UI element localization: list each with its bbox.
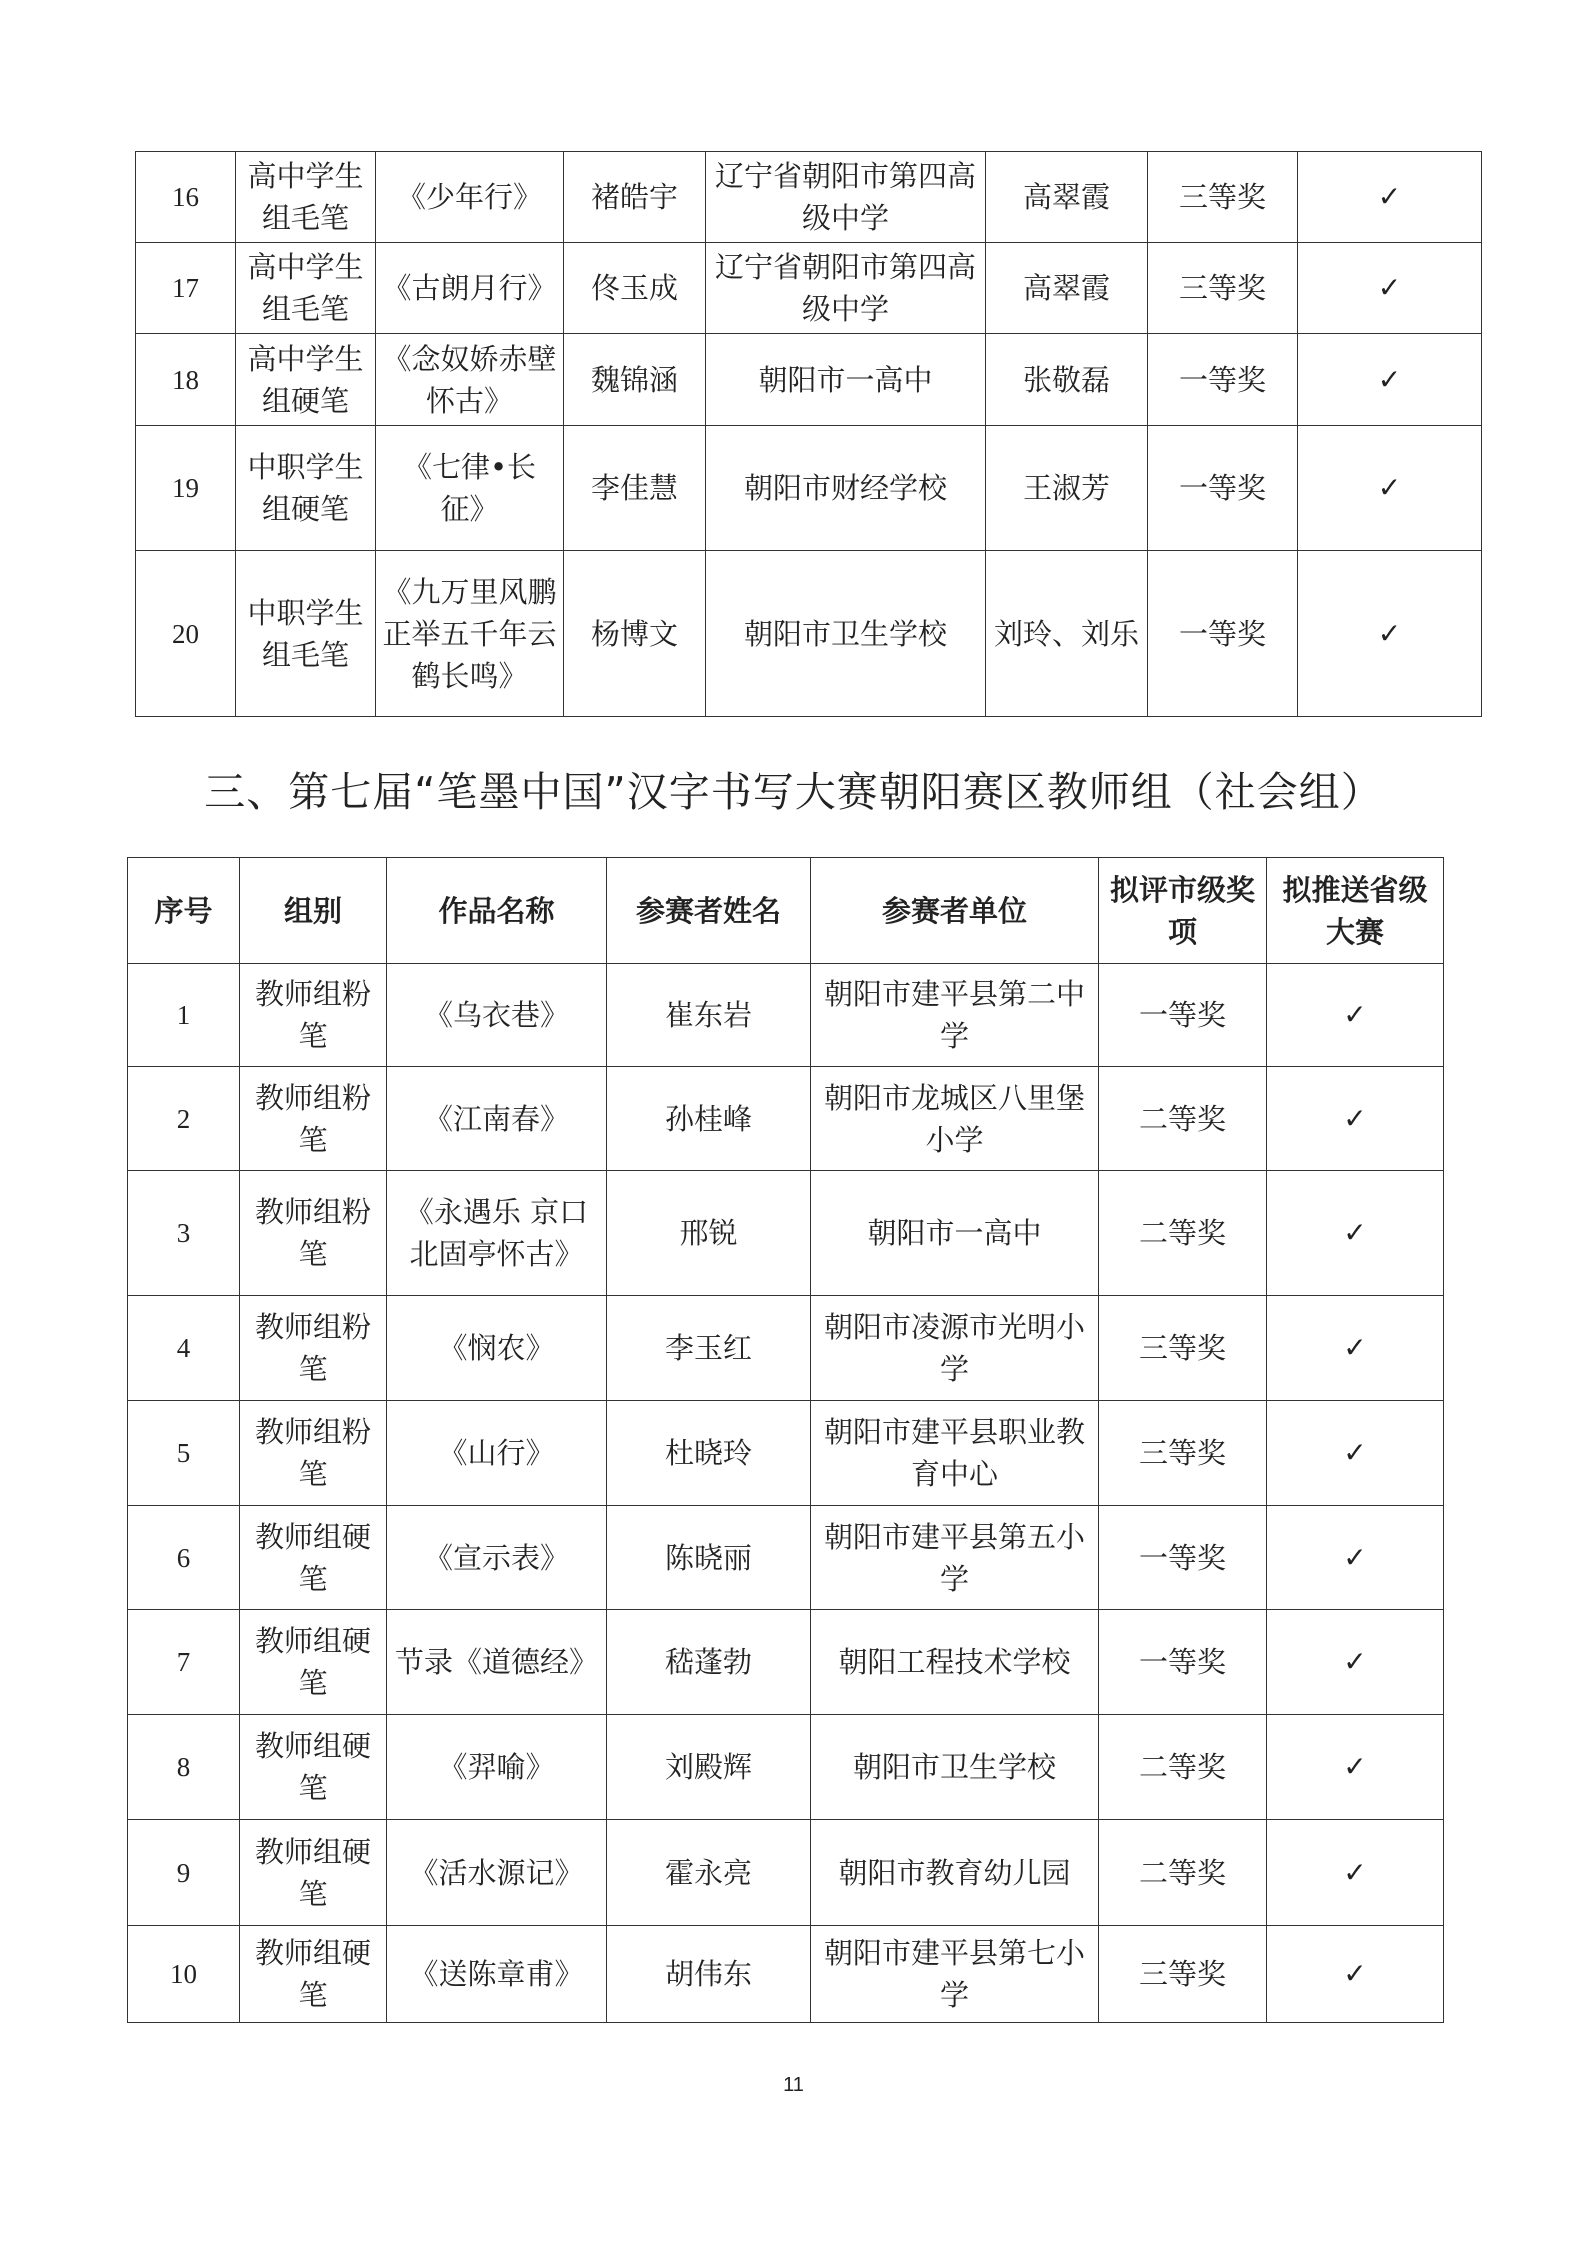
award-cell: 二等奖 xyxy=(1099,1171,1267,1296)
group-cell: 教师组硬笔 xyxy=(240,1506,387,1610)
participant-unit-cell: 辽宁省朝阳市第四高级中学 xyxy=(706,243,986,334)
group-cell: 教师组硬笔 xyxy=(240,1820,387,1926)
award-cell: 三等奖 xyxy=(1148,152,1298,243)
award-cell: 二等奖 xyxy=(1099,1715,1267,1820)
award-cell: 一等奖 xyxy=(1148,551,1298,717)
award-cell: 三等奖 xyxy=(1099,1401,1267,1506)
row-number: 16 xyxy=(136,152,236,243)
participant-name-cell: 李佳慧 xyxy=(564,426,706,551)
group-cell: 中职学生组硬笔 xyxy=(236,426,376,551)
row-number: 18 xyxy=(136,334,236,426)
participant-unit-cell: 朝阳市建平县职业教育中心 xyxy=(811,1401,1099,1506)
participant-name-cell: 崔东岩 xyxy=(607,964,811,1067)
participant-name-cell: 嵇蓬勃 xyxy=(607,1610,811,1715)
group-cell: 教师组粉笔 xyxy=(240,964,387,1067)
teacher-cell: 张敬磊 xyxy=(986,334,1148,426)
group-cell: 教师组硬笔 xyxy=(240,1610,387,1715)
participant-name-cell: 胡伟东 xyxy=(607,1926,811,2023)
row-number: 9 xyxy=(128,1820,240,1926)
work-title-cell: 《宣示表》 xyxy=(387,1506,607,1610)
work-title-cell: 《山行》 xyxy=(387,1401,607,1506)
check-mark-icon: ✓ xyxy=(1298,334,1482,426)
table-row xyxy=(136,426,1482,551)
check-mark-icon: ✓ xyxy=(1267,1296,1444,1401)
award-cell: 一等奖 xyxy=(1148,426,1298,551)
row-number: 7 xyxy=(128,1610,240,1715)
participant-unit-cell: 朝阳工程技术学校 xyxy=(811,1610,1099,1715)
group-cell: 高中学生组毛笔 xyxy=(236,152,376,243)
student-award-table-continued xyxy=(135,151,1482,717)
row-number: 3 xyxy=(128,1171,240,1296)
row-number: 20 xyxy=(136,551,236,717)
work-title-cell: 《活水源记》 xyxy=(387,1820,607,1926)
participant-unit-cell: 朝阳市一高中 xyxy=(811,1171,1099,1296)
group-cell: 高中学生组毛笔 xyxy=(236,243,376,334)
work-title-cell: 《念奴娇赤壁怀古》 xyxy=(376,334,564,426)
work-title-cell: 《永遇乐 京口北固亭怀古》 xyxy=(387,1171,607,1296)
table-row xyxy=(136,152,1482,243)
row-number: 5 xyxy=(128,1401,240,1506)
row-number: 1 xyxy=(128,964,240,1067)
teacher-award-table xyxy=(127,857,1444,2023)
table-row xyxy=(128,1506,1444,1610)
table-row xyxy=(128,1171,1444,1296)
participant-unit-cell: 朝阳市凌源市光明小学 xyxy=(811,1296,1099,1401)
check-mark-icon: ✓ xyxy=(1267,1171,1444,1296)
award-cell: 一等奖 xyxy=(1148,334,1298,426)
group-cell: 教师组硬笔 xyxy=(240,1926,387,2023)
row-number: 2 xyxy=(128,1067,240,1171)
column-header-award: 拟评市级奖项 xyxy=(1099,858,1267,964)
participant-name-cell: 褚皓宇 xyxy=(564,152,706,243)
award-cell: 三等奖 xyxy=(1099,1926,1267,2023)
page-number: 11 xyxy=(783,2074,804,2096)
teacher-cell: 高翠霞 xyxy=(986,152,1148,243)
table-header-row xyxy=(128,858,1444,964)
check-mark-icon: ✓ xyxy=(1267,1820,1444,1926)
participant-unit-cell: 朝阳市卫生学校 xyxy=(811,1715,1099,1820)
check-mark-icon: ✓ xyxy=(1298,426,1482,551)
participant-unit-cell: 朝阳市建平县第七小学 xyxy=(811,1926,1099,2023)
table-row xyxy=(136,334,1482,426)
participant-unit-cell: 朝阳市卫生学校 xyxy=(706,551,986,717)
participant-name-cell: 杨博文 xyxy=(564,551,706,717)
row-number: 17 xyxy=(136,243,236,334)
participant-unit-cell: 朝阳市建平县第二中学 xyxy=(811,964,1099,1067)
participant-name-cell: 霍永亮 xyxy=(607,1820,811,1926)
group-cell: 高中学生组硬笔 xyxy=(236,334,376,426)
check-mark-icon: ✓ xyxy=(1267,1715,1444,1820)
column-header-group: 组别 xyxy=(240,858,387,964)
check-mark-icon: ✓ xyxy=(1267,1926,1444,2023)
participant-unit-cell: 朝阳市财经学校 xyxy=(706,426,986,551)
column-header-send: 拟推送省级大赛 xyxy=(1267,858,1444,964)
work-title-cell: 《送陈章甫》 xyxy=(387,1926,607,2023)
participant-name-cell: 陈晓丽 xyxy=(607,1506,811,1610)
row-number: 8 xyxy=(128,1715,240,1820)
check-mark-icon: ✓ xyxy=(1267,964,1444,1067)
group-cell: 教师组粉笔 xyxy=(240,1067,387,1171)
column-header-number: 序号 xyxy=(128,858,240,964)
table-row xyxy=(128,1715,1444,1820)
check-mark-icon: ✓ xyxy=(1298,551,1482,717)
work-title-cell: 节录《道德经》 xyxy=(387,1610,607,1715)
work-title-cell: 《羿喻》 xyxy=(387,1715,607,1820)
row-number: 10 xyxy=(128,1926,240,2023)
award-cell: 三等奖 xyxy=(1099,1296,1267,1401)
column-header-unit: 参赛者单位 xyxy=(811,858,1099,964)
work-title-cell: 《少年行》 xyxy=(376,152,564,243)
check-mark-icon: ✓ xyxy=(1267,1610,1444,1715)
table-row xyxy=(128,1067,1444,1171)
check-mark-icon: ✓ xyxy=(1267,1401,1444,1506)
participant-name-cell: 李玉红 xyxy=(607,1296,811,1401)
participant-name-cell: 孙桂峰 xyxy=(607,1067,811,1171)
group-cell: 教师组硬笔 xyxy=(240,1715,387,1820)
group-cell: 教师组粉笔 xyxy=(240,1401,387,1506)
participant-name-cell: 魏锦涵 xyxy=(564,334,706,426)
column-header-work: 作品名称 xyxy=(387,858,607,964)
award-cell: 二等奖 xyxy=(1099,1067,1267,1171)
participant-name-cell: 刘殿辉 xyxy=(607,1715,811,1820)
row-number: 6 xyxy=(128,1506,240,1610)
check-mark-icon: ✓ xyxy=(1298,243,1482,334)
work-title-cell: 《乌衣巷》 xyxy=(387,964,607,1067)
work-title-cell: 《江南春》 xyxy=(387,1067,607,1171)
award-cell: 二等奖 xyxy=(1099,1820,1267,1926)
teacher-cell: 王淑芳 xyxy=(986,426,1148,551)
work-title-cell: 《悯农》 xyxy=(387,1296,607,1401)
award-cell: 一等奖 xyxy=(1099,1610,1267,1715)
table-row xyxy=(128,1926,1444,2023)
table-row xyxy=(128,964,1444,1067)
table-row xyxy=(128,1296,1444,1401)
table-row xyxy=(136,551,1482,717)
row-number: 4 xyxy=(128,1296,240,1401)
column-header-name: 参赛者姓名 xyxy=(607,858,811,964)
group-cell: 教师组粉笔 xyxy=(240,1296,387,1401)
group-cell: 教师组粉笔 xyxy=(240,1171,387,1296)
check-mark-icon: ✓ xyxy=(1267,1506,1444,1610)
participant-unit-cell: 辽宁省朝阳市第四高级中学 xyxy=(706,152,986,243)
participant-unit-cell: 朝阳市建平县第五小学 xyxy=(811,1506,1099,1610)
participant-name-cell: 杜晓玲 xyxy=(607,1401,811,1506)
table-row xyxy=(136,243,1482,334)
teacher-cell: 刘玲、刘乐 xyxy=(986,551,1148,717)
award-cell: 三等奖 xyxy=(1148,243,1298,334)
award-cell: 一等奖 xyxy=(1099,1506,1267,1610)
work-title-cell: 《九万里风鹏正举五千年云鹤长鸣》 xyxy=(376,551,564,717)
participant-name-cell: 邢锐 xyxy=(607,1171,811,1296)
row-number: 19 xyxy=(136,426,236,551)
check-mark-icon: ✓ xyxy=(1298,152,1482,243)
participant-name-cell: 佟玉成 xyxy=(564,243,706,334)
award-cell: 一等奖 xyxy=(1099,964,1267,1067)
group-cell: 中职学生组毛笔 xyxy=(236,551,376,717)
participant-unit-cell: 朝阳市教育幼儿园 xyxy=(811,1820,1099,1926)
work-title-cell: 《古朗月行》 xyxy=(376,243,564,334)
work-title-cell: 《七律•长征》 xyxy=(376,426,564,551)
table-row xyxy=(128,1820,1444,1926)
participant-unit-cell: 朝阳市一高中 xyxy=(706,334,986,426)
section-title: 三、第七届“笔墨中国”汉字书写大赛朝阳赛区教师组（社会组） xyxy=(204,768,1383,816)
participant-unit-cell: 朝阳市龙城区八里堡小学 xyxy=(811,1067,1099,1171)
table-row xyxy=(128,1401,1444,1506)
check-mark-icon: ✓ xyxy=(1267,1067,1444,1171)
teacher-cell: 高翠霞 xyxy=(986,243,1148,334)
table-row xyxy=(128,1610,1444,1715)
